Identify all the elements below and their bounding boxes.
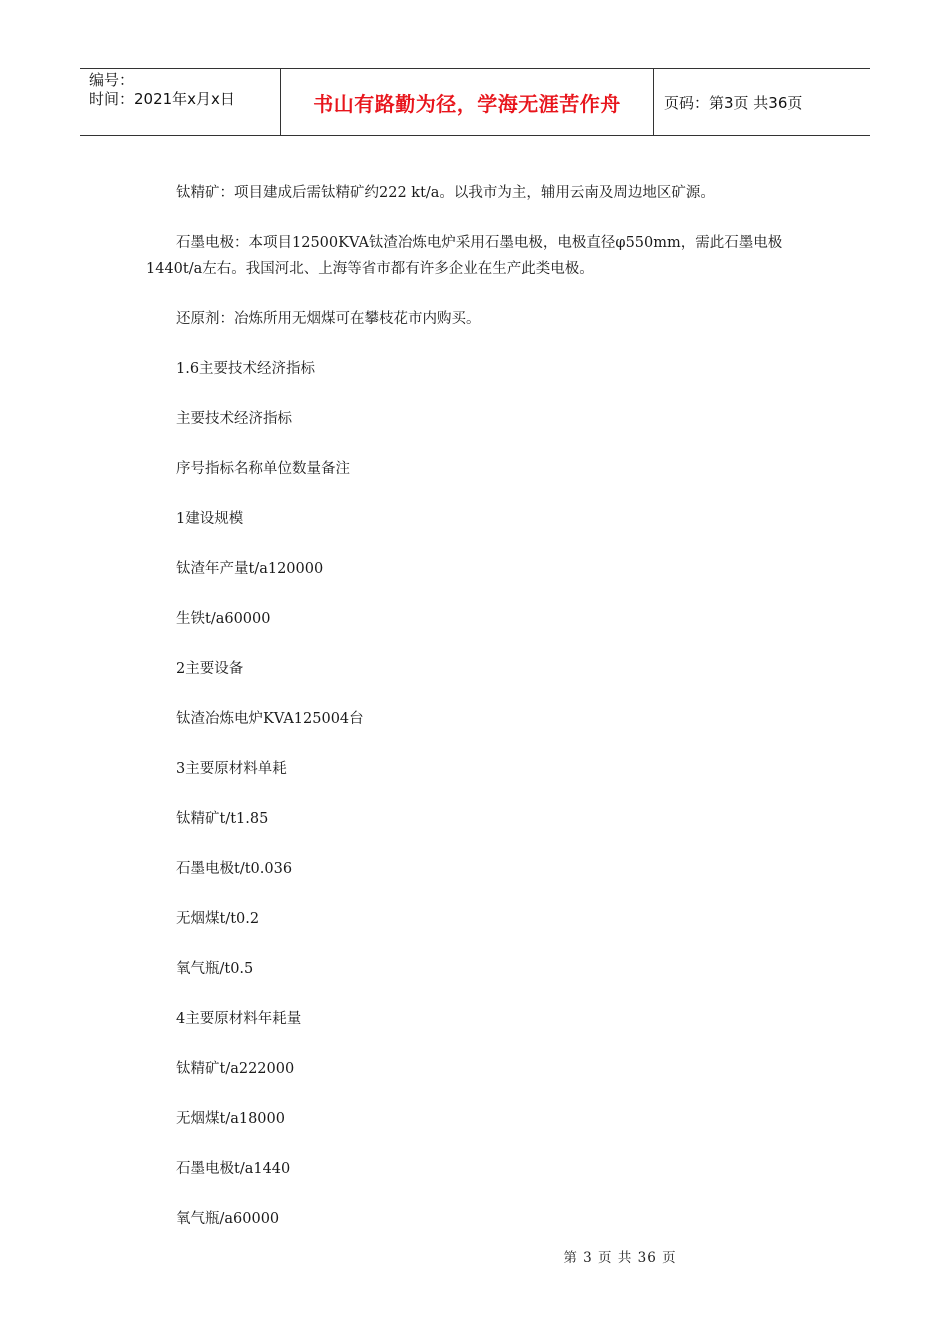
document-body [146, 180, 816, 1232]
doc-number-label: 编号： [89, 71, 135, 89]
list-item: 主要技术经济指标 [176, 411, 292, 427]
list-item: 序号指标名称单位数量备注 [176, 461, 350, 477]
list-item: 石墨电极t/t0.036 [176, 861, 293, 877]
list-item: 2主要设备 [176, 661, 244, 677]
header-motto: 书山有路勤为径，学海无涯苦作舟 [281, 69, 654, 135]
list-item: 氧气瓶/a60000 [176, 1211, 280, 1227]
list-item: 无烟煤t/t0.2 [176, 911, 260, 927]
list-item: 钛精矿t/a222000 [176, 1061, 295, 1077]
header-page-label: 页码：第3页 共36页 [664, 93, 803, 112]
page-header [80, 68, 870, 136]
list-item: 1建设规模 [176, 511, 244, 527]
header-meta [80, 69, 281, 135]
list-item: 无烟煤t/a18000 [176, 1111, 285, 1127]
page-footer [0, 1246, 950, 1266]
list-item: 生铁t/a60000 [176, 611, 271, 627]
section-heading: 1.6主要技术经济指标 [176, 361, 316, 377]
list-item: 氧气瓶/t0.5 [176, 961, 254, 977]
doc-time-label: 时间：2021年x月x日 [89, 90, 235, 108]
list-item: 3主要原材料单耗 [176, 761, 287, 777]
paragraph-graphite-electrode: 石墨电极：本项目12500KVA钛渣冶炼电炉采用石墨电极，电极直径φ550mm，需此石墨电极1440t/a左右。我国河北、上海等省市都有许多企业在生产此类电极。 [146, 235, 783, 277]
paragraph-titanium-concentrate: 钛精矿：项目建成后需钛精矿约222 kt/a。以我市为主，辅用云南及周边地区矿源。 [176, 185, 715, 201]
list-item: 4主要原材料年耗量 [176, 1011, 302, 1027]
list-item: 钛渣冶炼电炉KVA125004台 [176, 711, 364, 727]
footer-page-number: 第 3 页 共 36 页 [563, 1250, 677, 1266]
list-item: 钛渣年产量t/a120000 [176, 561, 324, 577]
paragraph-reductant: 还原剂：冶炼所用无烟煤可在攀枝花市内购买。 [176, 311, 481, 327]
list-item: 石墨电极t/a1440 [176, 1161, 291, 1177]
list-item: 钛精矿t/t1.85 [176, 811, 269, 827]
